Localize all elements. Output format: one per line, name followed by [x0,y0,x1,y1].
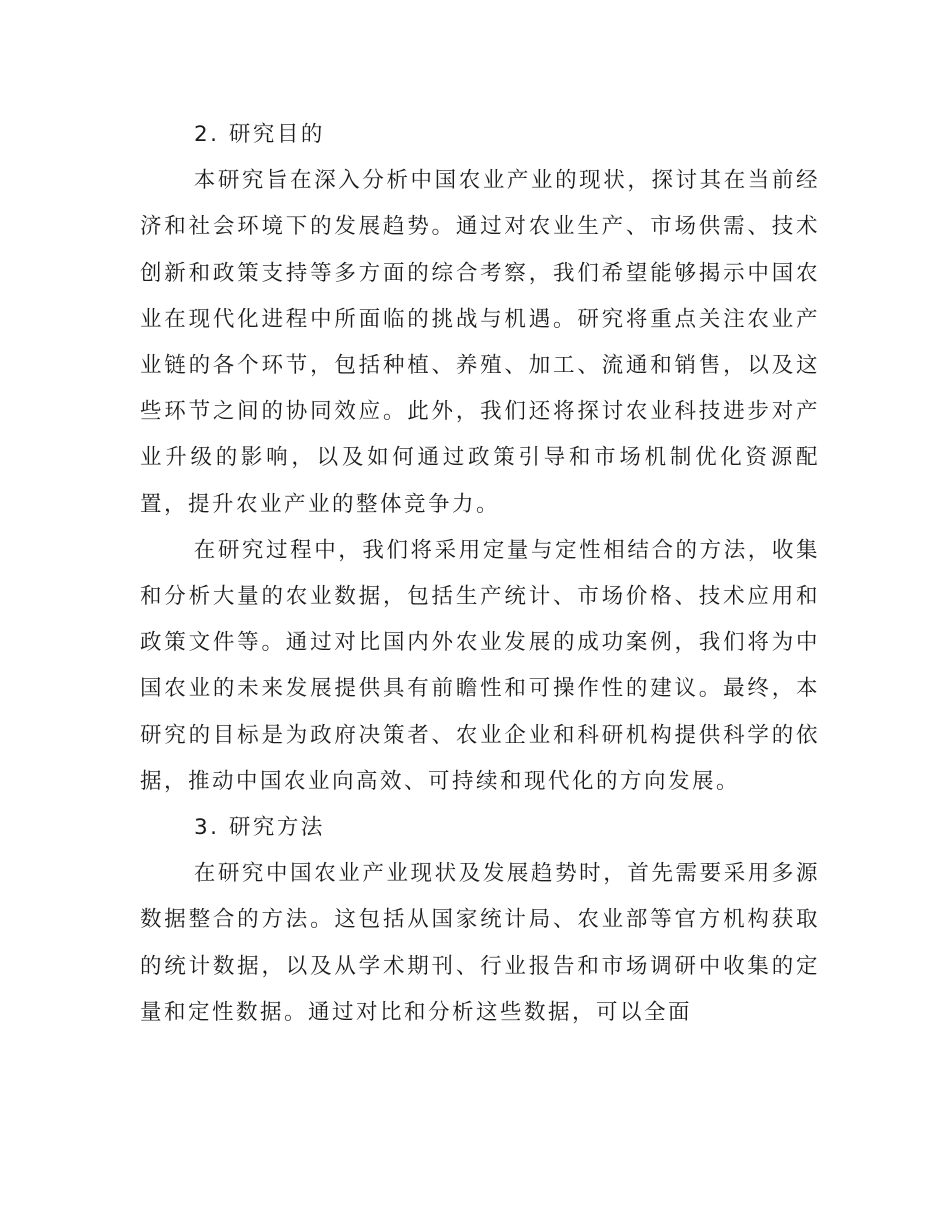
paragraph-method-1: 在研究中国农业产业现状及发展趋势时，首先需要采用多源数据整合的方法。这包括从国家统计局、农业部等官方机构获取的统计数据，以及从学术期刊、行业报告和市场调研中收集的定量和定性数据。通过对比和分析这些数据，可以全面 [140,861,820,1025]
paragraph-purpose-1: 本研究旨在深入分析中国农业产业的现状，探讨其在当前经济和社会环境下的发展趋势。通过对农业生产、市场供需、技术创新和政策支持等多方面的综合考察，我们希望能够揭示中国农业在现代化进程中所面临的挑战与机遇。研究将重点关注农业产业链的各个环节，包括种植、养殖、加工、流通和销售，以及这些环节之间的协同效应。此外，我们还将探讨农业科技进步对产业升级的影响，以及如何通过政策引导和市场机制优化资源配置，提升农业产业的整体竞争力。 [140,168,820,517]
section-heading-research-method: 3. 研究方法 [194,815,325,841]
section-heading-research-purpose: 2. 研究目的 [194,122,325,147]
document-page [140,112,820,1036]
paragraph-purpose-2: 在研究过程中，我们将采用定量与定性相结合的方法，收集和分析大量的农业数据，包括生产统计、市场价格、技术应用和政策文件等。通过对比国内外农业发展的成功案例，我们将为中国农业的未来发展提供具有前瞻性和可操作性的建议。最终，本研究的目标是为政府决策者、农业企业和科研机构提供科学的依据，推动中国农业向高效、可持续和现代化的方向发展。 [140,537,820,794]
